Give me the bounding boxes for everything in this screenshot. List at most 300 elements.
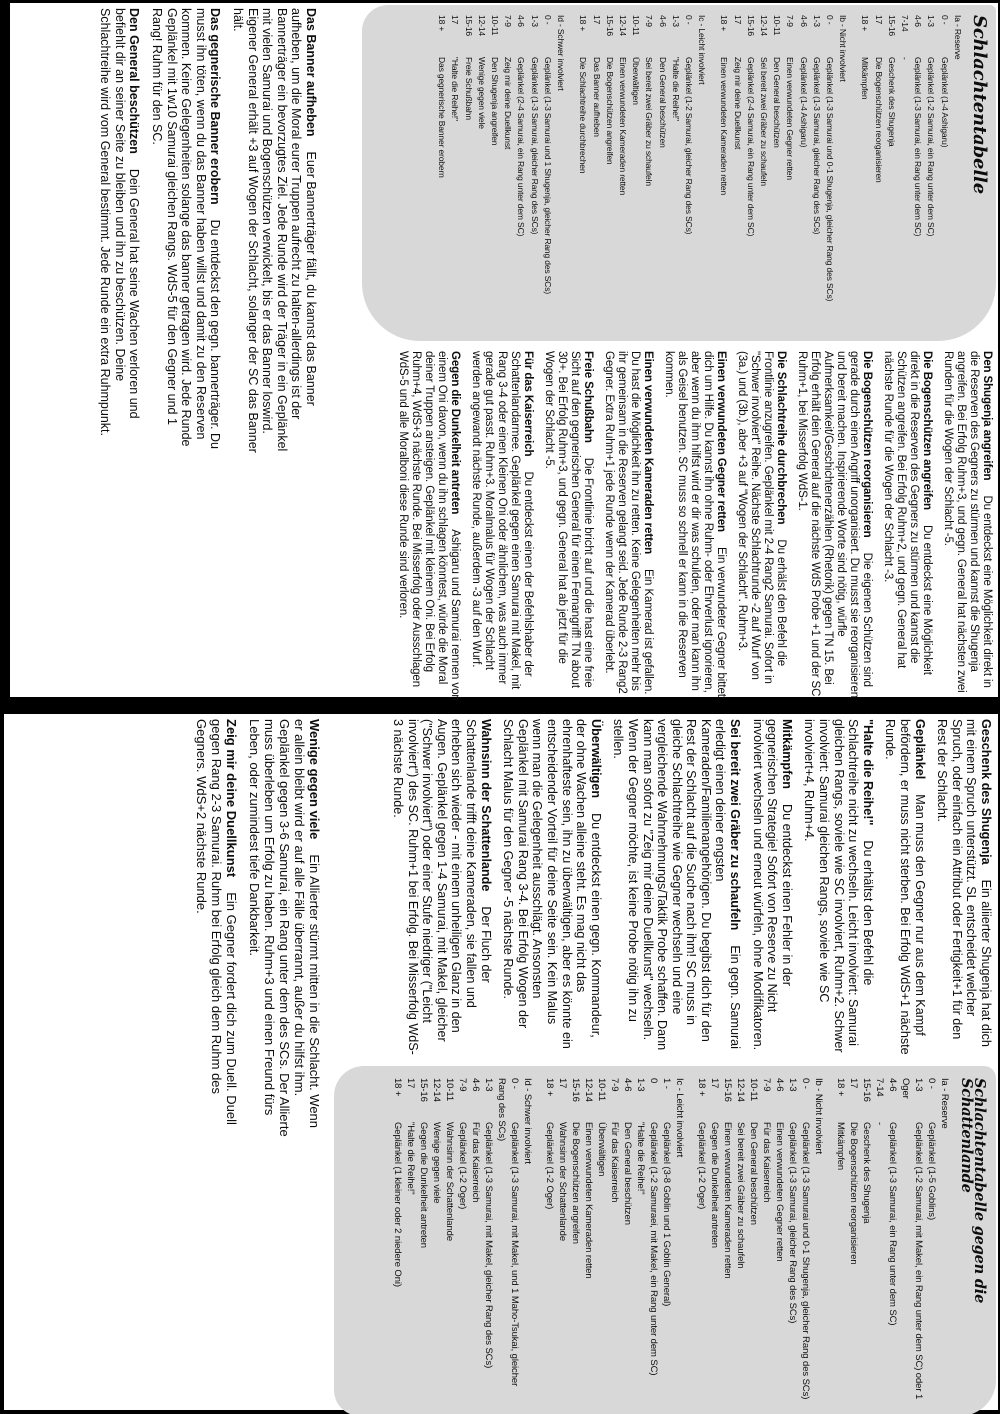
roll-result: Geschenk des Shugenja [886, 57, 897, 147]
table-row [404, 1078, 417, 1406]
roll-range: 15-16 [861, 1078, 872, 1102]
roll-range: 12-14 [431, 1078, 442, 1102]
table-row [734, 1078, 747, 1406]
rules-section [396, 351, 461, 701]
rules-section [735, 351, 787, 701]
table-row [514, 15, 527, 331]
table-row [469, 1078, 482, 1406]
roll-result: Mitkämpfen [835, 1122, 846, 1171]
table-row [456, 1078, 469, 1406]
shadowlands-table-title: Schlachtentabelle gegen die Schattenlande [958, 1078, 988, 1304]
page1-right-column [388, 351, 993, 701]
section-title: Zeig mir deine Duellkunst [224, 719, 239, 878]
section-title: Den Shugenja angreifen [981, 351, 993, 481]
roll-range: 18 + [437, 15, 448, 32]
roll-range: 0 - [800, 1078, 811, 1089]
rules-section [611, 719, 742, 1057]
roll-range: 1-3 [670, 15, 681, 27]
table-row [899, 1078, 925, 1406]
section-body: Man muss den Gegner nur aus dem Kampf befördern, er muss nicht sterben. Bei Erfolg WdS+1 nächste Runde. [883, 719, 927, 1055]
roll-result: "Halte die Reihe!" [670, 57, 681, 121]
battle-table-box [362, 5, 996, 341]
table-group [695, 1078, 825, 1406]
roll-range: 18 + [696, 1078, 707, 1097]
table-row [682, 15, 695, 331]
rules-section [230, 8, 318, 456]
roll-result: Wahnsinn der Schattenlande [557, 1122, 568, 1242]
roll-range: 7-9 [609, 1078, 620, 1092]
table-row [642, 15, 655, 331]
roll-range: 7-14 [874, 1078, 885, 1097]
table-row [435, 15, 448, 331]
section-title: Freie Schußbahn [582, 351, 594, 443]
rules-section [662, 351, 727, 701]
roll-range: 15-16 [463, 15, 474, 36]
roll-result: Geplänkel (1-4 Ashigaru) [798, 57, 809, 148]
table-row [621, 1078, 634, 1406]
roll-result: Geplänkel (1-2 Samurai, ein Rang unter dem SC) [926, 57, 937, 237]
table-row [730, 15, 743, 331]
roll-result: - [874, 1122, 885, 1126]
section-body: Ein verwundeter Gegner bittet dich um Hilfe. Du kannst ihn ohne Ruhm- oder Ehrverlust ignorieren, aber wenn du ihm hilfst wird er dir was schulden, oder man kann ihn als Geisel benutzen. SC muss so schnell er kann in die Reserven kommen. [663, 351, 727, 697]
table-group-label: Id - Schwer involviert [556, 15, 567, 91]
table-row [783, 15, 796, 331]
section-title: Die Bogenschützen reorganisieren [861, 351, 873, 538]
roll-result: Geplänkel (1 kleiner oder 2 niedere Oni) [392, 1122, 403, 1287]
table-row [925, 1078, 938, 1406]
roll-result: Die Bogenschützen angreifen [570, 1122, 581, 1244]
table-row [937, 15, 950, 331]
table-row [860, 1078, 873, 1406]
roll-range: 4-6 [798, 15, 809, 27]
roll-result: Das gegnerische Banner erobern [437, 57, 448, 178]
section-title: Geplänkel [912, 719, 927, 780]
table-group-rows [435, 15, 554, 331]
section-title: Das Banner aufheben [304, 8, 318, 137]
table-group-rows [858, 15, 950, 331]
roll-result: Den General beschützen [772, 57, 783, 148]
roll-range: 12-14 [758, 15, 769, 36]
roll-range: 1-3 [913, 1078, 924, 1092]
roll-result: "Halte die Reihe!" [405, 1122, 416, 1195]
section-body: Du erhälst den Befehl die Frontlinie anzugreifen. Geplänkel mit 2-4 Rang2 Samurai. Sofort in "Schwer involviert" Reihe. Nächste Schlachtrunde -2 auf Wurf von (3a.) und (3b.), aber +3 auf "Wogen der Schlacht". Ruhm+3. [736, 351, 787, 684]
roll-result: Gegen die Dunkelheit antreten [709, 1122, 720, 1248]
roll-range: 4-6 [887, 1078, 898, 1092]
section-body: Du entdeckst eine Möglichkeit direkt in die Reserven des Gegners zu stürmen und kannst die Schützen angreifen. Bei Erfolg Ruhm+2, und gegn. General hat nächste Runde für die Wogen der Schlacht -3. [882, 351, 933, 675]
roll-result: Freie Schußbahn [463, 57, 474, 120]
roll-range: 1-3 [811, 15, 822, 27]
roll-result: Mitkämpfen [860, 57, 871, 100]
section-body: Du entdeckst eine Möglichkeit direkt in die Reserven des Gegners zu stürmen und kannst die Shugenja angreifen. Bei Erfolg Ruhm+3, und gegn. General hat nächsten zwei Runden für die Wogen der Schlacht -5. [942, 351, 993, 693]
roll-result: Das Banner aufheben [591, 57, 602, 137]
table-row [461, 15, 474, 331]
section-body: Ein Kamerad ist gefallen. Du hast die Möglichkeit ihn zu retten. Keine Gelegenheiten mehr bis ihr gemeinsam in die Reserven gelangt seid. Jede Runde 2-3 Rang2 Gegner. Extra Ruhm+1 jede Runde wenn der Kamerad überlebt. [603, 351, 654, 695]
table-row [885, 15, 898, 331]
table-row [773, 1078, 786, 1406]
roll-result: Den General beschützen [657, 57, 668, 148]
page2-bottom-column [186, 719, 322, 1143]
roll-result: Geplänkel (1-2 Samurai, mit Makel, ein Rang unter dem SC) oder 1 Oger [900, 1078, 924, 1400]
table-row [608, 1078, 621, 1406]
roll-result: Die Bogenschützen reorganisieren [873, 57, 884, 183]
table-row [495, 1078, 521, 1406]
table-row [475, 15, 488, 331]
table-row [647, 1078, 660, 1406]
page-shadowlands-table [4, 714, 998, 1410]
section-title: Wahnsinn der Schattenlande [478, 719, 493, 892]
roll-result: Den General beschützen [748, 1122, 759, 1225]
rules-section [935, 719, 993, 1057]
table-group-label: Ib - Nicht involviert [838, 15, 849, 82]
roll-result: Geplänkel (3-8 Goblin und 1 Goblin General) [661, 1122, 672, 1307]
roll-result: Geplänkel (1-3 Samurai und 1 Shugenja, gleicher Rang des SCs) [542, 57, 553, 295]
shadowlands-table-box [334, 1066, 996, 1414]
roll-result: Überwältigen [631, 57, 642, 105]
rules-section [469, 351, 534, 701]
table-group [391, 1078, 534, 1406]
roll-result: Zeig mir deine Duellkunst [503, 57, 514, 150]
roll-range: 0 - [683, 15, 694, 25]
table-group [543, 1078, 686, 1406]
roll-range: 10-11 [596, 1078, 607, 1102]
section-body: Ein gegn. Samurai erledigt einen deiner engsten Kameraden/Familienangehörigen. Du begibst dich für den Rest der Schlacht auf die Suche nach ihm! SC muss in gleiche Schlachtreihe wie Gegner wechseln und eine vergleichende Wahrnehmungs/Taktik Probe schaffen. Dann kann man sofort zu "Zeig mir deine Duellkunst" wechseln. Wenn der Gegner möchte, ist keine Probe nötig ihn zu stellen. [611, 719, 743, 1051]
roll-range: 1-3 [787, 1078, 798, 1092]
table-row [430, 1078, 443, 1406]
table-row [391, 1078, 404, 1406]
roll-result: Einen verwundeten Kameraden retten [722, 1122, 733, 1279]
roll-range: 4-6 [516, 15, 527, 27]
rules-section [883, 719, 927, 1057]
table-row [695, 1078, 708, 1406]
roll-range: 15-16 [418, 1078, 429, 1102]
table-row [655, 15, 668, 331]
table-row [708, 1078, 721, 1406]
rules-section [750, 719, 794, 1057]
table-row [810, 15, 823, 331]
rules-section [247, 719, 322, 1143]
roll-range: 15-16 [722, 1078, 733, 1102]
table-row [501, 15, 514, 331]
table-row [858, 15, 871, 331]
table-row [669, 15, 682, 331]
shadowlands-table-groups [391, 1078, 951, 1406]
table-row [911, 15, 924, 331]
roll-result: Geplänkel (1-3 Samurai, gleicher Rang des SCs) [529, 57, 540, 235]
table-row [603, 15, 616, 331]
roll-range: 12-14 [617, 15, 628, 36]
section-body: Du entdeckst einen Fehler in der gegnerischen Strategie! Sofort von Reserve zu Nicht involviert wechseln und erneut würfeln, ohne Modifikatoren. [750, 719, 794, 1051]
table-row [616, 15, 629, 331]
table-row [871, 15, 884, 331]
roll-range: 7-14 [899, 15, 910, 32]
roll-result: Einen verwundeten Kameraden retten [617, 57, 628, 196]
roll-range: 10-11 [631, 15, 642, 36]
table-row [595, 1078, 608, 1406]
table-row [660, 1078, 673, 1406]
roll-result: Einen verwundeten Kameraden retten [583, 1122, 594, 1279]
section-title: Überwältigen [588, 719, 603, 799]
roll-result: Geplänkel (1-3 Samurai und 0-1 Shugenja, gleicher Rang des SCs) [824, 57, 835, 302]
battle-table-title: Schlachtentabelle [969, 15, 990, 195]
table-row [448, 15, 461, 331]
table-group [717, 15, 849, 331]
table-row [757, 15, 770, 331]
roll-range: 7-9 [644, 15, 655, 27]
roll-range: 12-14 [476, 15, 487, 36]
table-row [417, 1078, 430, 1406]
roll-range: 1-3 [529, 15, 540, 27]
table-row [528, 15, 541, 331]
roll-range: 1-3 [483, 1078, 494, 1092]
roll-result: Sei bereit zwei Gräber zu schaufeln [735, 1122, 746, 1269]
roll-result: Die Schlachtreihe durchbrechen [578, 57, 589, 174]
section-title: Mitkämpfen [779, 719, 794, 789]
roll-range: 7-9 [761, 1078, 772, 1092]
roll-result: "Halte die Reihe!" [450, 57, 461, 121]
section-title: Die Bogenschützen angreifen [921, 351, 933, 510]
roll-range: 17 [873, 15, 884, 25]
table-row [760, 1078, 773, 1406]
section-body: Die eigenen Schützen sind gerade durch einen Angriff unorganisiert. Du musst sie reorganisieren und bereit machen. Inspirierende Worte sind nötig, würfle Aufmerksamkeit/Geschichtenerzählen (Rhetorik) gegen TN 15. Bei Erfolg erhält dein General auf die nächste WdS Probe +1 und der SC Ruhm+1, bei Misserfolg WdS-1. [796, 351, 873, 699]
roll-range: 12-14 [583, 1078, 594, 1102]
section-title: Wenige gegen viele [307, 719, 322, 840]
rules-section [390, 719, 492, 1057]
table-group-rows [717, 15, 836, 331]
table-row [488, 15, 501, 331]
rules-section [194, 719, 239, 1143]
section-body: Du entdeckst einen der Befehlshaber der Schattenlandarmee. Geplänkel gegen einen Samurai mit Makel, mit Rang 3-4 oder einen Kleinen Oni oder ähnlichem, was auch immer gerade gut passt. Ruhm+3. Moralmalus für Wogen der Schlacht werden angewandt nächste Runde, außerdem -3 auf den Wurf. [470, 351, 534, 690]
roll-result: Geplänkel (1-2 Oger) [696, 1122, 707, 1210]
section-body: Die Frontlinie bricht auf und die hast eine freie Sicht auf den gegnerischen General für einen Fernangriff! TN about 30+. Bei Erfolg Ruhm+3, und gegn. General hat ab jetzt für die Wogen der Schlacht -5. [543, 351, 594, 688]
roll-range: 0 - [926, 1078, 937, 1089]
table-row [541, 15, 554, 331]
table-row [834, 1078, 847, 1406]
roll-range: 10-11 [772, 15, 783, 36]
roll-range: 4-6 [913, 15, 924, 27]
table-row [796, 15, 809, 331]
roll-range: 15-16 [604, 15, 615, 36]
roll-range: 18 + [719, 15, 730, 32]
roll-range: 18 + [578, 15, 589, 32]
roll-result: Geplänkel (1-3 Samurai, gleicher Rang des SCs) [811, 57, 822, 235]
roll-result: Geschenk des Shugenja [861, 1122, 872, 1224]
roll-range: 12-14 [735, 1078, 746, 1102]
section-body: Ein aliierter Shugenja hat dich mit einem Spruch unterstützt. SL entscheidet welcher Spruch, oder einfach ein Attribut oder Fertigkeit+1 für den Rest der Schlacht. [935, 719, 993, 1047]
roll-result: Geplänkel (1-3 Samurai, mit Makel, gleicher Rang des SCs) [483, 1122, 494, 1369]
rules-section [881, 351, 933, 701]
roll-range: 18 + [835, 1078, 846, 1097]
rules-section [795, 351, 873, 701]
table-group [834, 1078, 951, 1406]
table-group-label: Ic - Leicht involviert [674, 1078, 685, 1158]
roll-result: - [899, 57, 910, 60]
roll-range: 15-16 [745, 15, 756, 36]
roll-result: Geplänkel (1-3 Samurai und 0-1 Shugenja, gleicher Rang des SCs) [800, 1122, 811, 1400]
roll-range: 4-6 [774, 1078, 785, 1092]
section-body: Euer Bannerträger fällt, du kannst das Banner aufheben, um die Moral eurer Truppen aufrecht zu halten-allerdings ist der Bannerträger ein bevorzugtes Ziel. Jede Runde wird der Träger in ein Geplänkel mit vielen Samurai und Bogenschützen verwickelt, bis er das Banner loswird. Eigener General erhält +3 auf Wogen der Schlacht, solanger der SC das Banner hält. [231, 8, 318, 453]
table-group-rows [391, 1078, 521, 1406]
roll-result: Einen verwundeten Gegner retten [785, 57, 796, 180]
rules-section [542, 351, 594, 701]
table-row [770, 15, 783, 331]
section-title: Die Schlachtreihe durchbrechen [775, 351, 787, 525]
table-group-label: Ia - Reserve [952, 15, 963, 60]
table-row [847, 1078, 860, 1406]
section-body: Dein General hat seine Wachen verloren und befiehlt dir an seiner Seite zu bleiben und ihn zu beschützen. Deine Schlachtreihe wird vom General bestimmt. Jede Runde ein extra Ruhmpunkt. [98, 8, 142, 436]
roll-result: Geplänkel (1-3 Samurai, ein Rang unter dem SC) [887, 1122, 898, 1326]
roll-result: Geplänkel (1-2 Samuraei, mit Makel, ein Rang unter dem SC) [648, 1122, 659, 1376]
roll-result: Wenige gegen viele [476, 57, 487, 129]
table-group-label: Ic - Leicht involviert [697, 15, 708, 85]
roll-range: 17 [732, 15, 743, 25]
roll-result: Geplänkel (1-2 Samurai, gleicher Rang des SCs) [683, 57, 694, 235]
roll-result: "Halte die Reihe!" [635, 1122, 646, 1195]
section-title: Einen verwundeten Gegner retten [715, 351, 727, 532]
section-title: Einen verwundeten Kameraden retten [642, 351, 654, 555]
roll-result: Geplänkel (1-5 Goblins) [926, 1122, 937, 1221]
roll-result: Geplänkel (1-3 Samurai, gleicher Rang des SCs) [787, 1122, 798, 1324]
roll-range: 0 - [542, 15, 553, 25]
roll-range: 1-3 [926, 15, 937, 27]
table-group-rows [695, 1078, 812, 1406]
section-body: Ein Allierter stürmt mitten in die Schlacht. Wenn er allein bleibt wird er auf alle Fälle überrannt, außer du hilfst ihm. Geplänkel gegen 3-6 Samurai, ein Rang unter dem des SCs. Der Allierte muss überleben um Erfolg zu haben. Ruhm+3 und einen Freund fürs Leben, oder zumindest tiefe Dankbarkeit. [247, 719, 322, 1137]
roll-result: Geplänkel (1-4 Ashigaru) [939, 57, 950, 148]
roll-result: Die Bogenschützen reorganisieren [848, 1122, 859, 1265]
table-group-label: Ib - Nicht involviert [813, 1078, 824, 1155]
roll-range: 0 - [939, 15, 950, 25]
table-row [886, 1078, 899, 1406]
roll-result: Einen verwundeten Kameraden retten [719, 57, 730, 196]
rules-section [941, 351, 993, 701]
roll-range: 7-9 [503, 15, 514, 27]
page1-bottom-column [90, 8, 318, 456]
section-body: Du erhältst den Befehl die Schlachtreihe nicht zu wechseln. Leicht involviert: Samurai gleichen Rangs, soviele wie SC involviert, Ruhm+2. Schwer involviert: Samurai gleichen Rangs, soviele wie SC involviert+4, Ruhm+4. [802, 719, 875, 1053]
section-title: Das gegnerische Banner erobern [208, 8, 223, 205]
roll-range: 18 + [860, 15, 871, 32]
table-group-rows [834, 1078, 938, 1406]
table-row [443, 1078, 456, 1406]
table-row [556, 1078, 569, 1406]
table-row [629, 15, 642, 331]
table-group-label: Id - Schwer involviert [522, 1078, 533, 1164]
table-row [747, 1078, 760, 1406]
roll-result: Für das Kaiserreich [470, 1122, 481, 1203]
table-group [858, 15, 964, 331]
section-title: Gegen die Dunkelheit antreten [449, 351, 461, 515]
rules-section [501, 719, 603, 1057]
table-row [799, 1078, 812, 1406]
rules-section [149, 8, 222, 456]
table-group-rows [576, 15, 695, 331]
rules-section [802, 719, 875, 1057]
table-row [543, 1078, 556, 1406]
table-row [898, 15, 911, 331]
roll-range: 7-9 [457, 1078, 468, 1092]
roll-range: 15-16 [570, 1078, 581, 1102]
roll-result: Den General beschützen [622, 1122, 633, 1225]
roll-result: Wahnsinn der Schattenlande [444, 1122, 455, 1242]
page2-left-column [382, 719, 993, 1057]
roll-result: Wenige gegen viele [431, 1122, 442, 1204]
battle-table-groups [435, 15, 964, 331]
roll-range: 0 - [824, 15, 835, 25]
table-row [721, 1078, 734, 1406]
section-title: Sei bereit zwei Gräber zu schaufeln [728, 719, 743, 931]
rules-section [98, 8, 142, 456]
roll-result: Gegen die Dunkelheit antreten [418, 1122, 429, 1248]
section-body: Der Fluch der Schattenlande trifft deine Kameraden, sie fallen und erheben sich wieder - mit einem unheiligen Glanz in den Augen. Geplänkel gegen 1-4 Samurai, mit Makel, gleicher ("Schwer involviert") oder einer Stufe niedriger ("Leicht involviert") des SC. Ruhm+1 bei Erfolg. Bei Misserfolg WdS-3 nächste Runde. [391, 719, 493, 1055]
roll-range: 4-6 [622, 1078, 633, 1092]
table-row [924, 15, 937, 331]
roll-range: 17 [450, 15, 461, 25]
section-body: Ashigaru und Samurai rennen von einem Oni davon, wenn du ihn schlagen könntest, würde die Moral deiner Truppen ansteigen. Geplänkel mit kleinem Oni. Bei Erfolg Ruhm+4, WdS+3 nächste Runde. Bei Misserfolg oder Ausschlagen WdS-5 und alle Moralboni diese Runde sind verloren. [397, 351, 461, 701]
table-row [823, 15, 836, 331]
page-battle-table [10, 3, 998, 701]
roll-range: 18 + [544, 1078, 555, 1097]
roll-result: Für das Kaiserreich [609, 1122, 620, 1203]
section-title: Geschenk des Shugenja [979, 719, 993, 865]
roll-result: Den Shugenja angreifen [490, 57, 501, 146]
section-title: Den General beschützen [127, 8, 142, 154]
table-row [717, 15, 730, 331]
table-row [582, 1078, 595, 1406]
table-row [786, 1078, 799, 1406]
roll-range: 1 - [661, 1078, 672, 1089]
table-row [576, 15, 589, 331]
table-group-rows [543, 1078, 673, 1406]
roll-result: Geplänkel (2-4 Samurai, ein Rang unter dem SC) [516, 57, 527, 237]
roll-result: Einen verwundeten Gegner retten [774, 1122, 785, 1262]
roll-range: 17 [848, 1078, 859, 1089]
table-row [589, 15, 602, 331]
section-body: Du entdeckst einen gegn. Kommandeur, der ohne Wachen alleine steht. Es mag nicht das ehrenhafteste sein, ihn zu überwältigen, aber es könnte ein entscheidender Vorteil für deine Seite sein. Kein Malus wenn man die Gelegenheit ausschlägt. Ansonsten Geplänkel mit Samurai Rang 3-4. Bei Erfolg Wogen der Schlacht Malus für den Gegner -5 nächste Runde. [501, 719, 603, 1049]
roll-result: Geplänkel (2-4 Samurai, ein Rang unter dem SC) [745, 57, 756, 237]
table-row [482, 1078, 495, 1406]
roll-result: Zeig mir deine Duellkunst [732, 57, 743, 150]
roll-range: 15-16 [886, 15, 897, 36]
roll-result: Geplänkel (1-2 Oger) [544, 1122, 555, 1210]
table-row [744, 15, 757, 331]
roll-range: 17 [557, 1078, 568, 1089]
roll-range: 0 [648, 1078, 659, 1084]
roll-result: Sei bereit zwei Gräber zu schaufeln [758, 57, 769, 186]
roll-result: Für das Kaiserreich [761, 1122, 772, 1203]
table-row [634, 1078, 647, 1406]
roll-range: 4-6 [657, 15, 668, 27]
table-group [435, 15, 567, 331]
section-title: "Halte die Reihe!" [860, 719, 875, 826]
section-body: Du entdeckst den gegn. bannerträger. Du musst ihn töten, wenn du das Banner haben willst und damit zu den Reserven kommen. Keine Gelegenheiten solange das banner getragen wird. Jede Runde Geplänkel mit 1w10 Samurai gleichen Rangs. WdS-5 für den Gegner und 1 Rang! Ruhm für den SC. [150, 8, 223, 449]
table-row [873, 1078, 886, 1406]
section-body: Ein Gegner fordert dich zum Duell. Duell gegen Rang 2-3 Samurai. Ruhm bei Erfolg gleich dem Ruhm des Gegners. WdS+2 nächste Runde. [194, 719, 239, 1125]
roll-range: 10-11 [444, 1078, 455, 1102]
rules-section [602, 351, 654, 701]
roll-range: 17 [591, 15, 602, 25]
roll-range: 0 - [509, 1078, 520, 1089]
roll-range: 10-11 [748, 1078, 759, 1102]
roll-result: Die Bogenschützen angreifen [604, 57, 615, 165]
roll-range: 7-9 [785, 15, 796, 27]
roll-result: Geplänkel (1-2 Oger) [457, 1122, 468, 1210]
roll-range: 17 [709, 1078, 720, 1089]
roll-result: Geplänkel (1-3 Samurai, ein Rang unter dem SC) [913, 57, 924, 237]
table-row [569, 1078, 582, 1406]
roll-result: Überwältigen [596, 1122, 607, 1177]
roll-range: 17 [405, 1078, 416, 1089]
roll-range: 10-11 [490, 15, 501, 36]
roll-result: Sei bereit zwei Gräber zu schaufeln [644, 57, 655, 186]
table-group [576, 15, 708, 331]
